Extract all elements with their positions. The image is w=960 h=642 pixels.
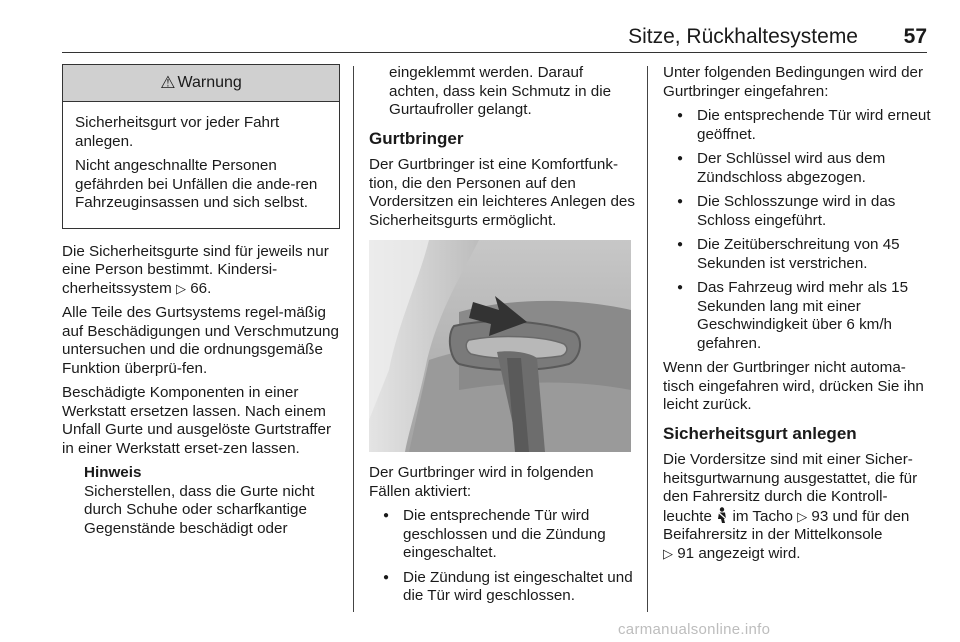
column-divider-1	[353, 66, 354, 612]
reference-arrow-icon: ▷	[663, 545, 673, 561]
column-divider-2	[647, 66, 648, 612]
paragraph: Die Sicherheitsgurte sind für jeweils nur eine Person bestimmt. Kindersi-cherheitssystem ▷ 66.	[62, 242, 329, 297]
list-item: ● Das Fahrzeug wird mehr als 15 Sekunden lang mit einer Geschwindigkeit über 6 km/h gefahren.	[663, 279, 931, 353]
column-2	[369, 64, 635, 612]
section-heading: Sicherheitsgurt anlegen	[663, 423, 857, 443]
list-item: ● Die Zeitüberschreitung von 45 Sekunden ist verstrichen.	[663, 236, 931, 273]
warning-triangle-icon: ⚠	[160, 72, 176, 92]
bullet-list	[663, 107, 931, 353]
bullet-list	[369, 507, 635, 606]
paragraph: Beschädigte Komponenten in einer Werkstatt ersetzen lassen. Nach einem Unfall Gurte und ausgelöste Gurtstraffer in einer Werkstatt erset-zen lassen.	[62, 384, 332, 457]
warning-header	[63, 65, 339, 102]
note-heading: Hinweis	[84, 464, 142, 481]
paragraph: Unter folgenden Bedingungen wird der Gurtbringer eingefahren:	[663, 64, 924, 100]
warning-body	[63, 102, 339, 228]
warning-text: Nicht angeschnallte Personen gefährden bei Unfällen die ande-ren Fahrzeuginsassen und sich selbst.	[75, 157, 318, 211]
header-rule	[62, 52, 927, 53]
list-item: ● Die entsprechende Tür wird erneut geöffnet.	[663, 107, 931, 144]
paragraph: Der Gurtbringer ist eine Komfortfunk-tion, die den Personen auf den Vordersitzen ein leichteres Anlegen des Sicherheitsgurts ermöglicht.	[369, 156, 635, 229]
warning-text: Sicherheitsgurt vor jeder Fahrt anlegen.	[75, 114, 280, 150]
column-1	[62, 64, 340, 538]
header-title: Sitze, Rückhaltesysteme	[628, 25, 858, 48]
page-header	[0, 0, 960, 52]
paragraph: Der Gurtbringer wird in folgenden Fällen aktiviert:	[369, 464, 594, 500]
list-item: ● Die Schlosszunge wird in das Schloss eingeführt.	[663, 193, 931, 230]
page-number: 57	[903, 25, 927, 48]
watermark: carmanualsonline.info	[618, 621, 771, 638]
list-item: ● Die Zündung ist eingeschaltet und die Tür wird geschlossen.	[369, 569, 635, 606]
note-text: Sicherstellen, dass die Gurte nicht durch Schuhe oder scharfkantige Gegenstände beschädigt oder	[84, 482, 315, 537]
section-heading: Gurtbringer	[369, 128, 464, 148]
warning-box	[62, 64, 340, 229]
paragraph: Wenn der Gurtbringer nicht automa-tisch eingefahren wird, drücken Sie ihn leicht zurück.	[663, 359, 924, 413]
reference-arrow-icon: ▷	[797, 508, 808, 524]
seatbelt-presenter-illustration	[369, 240, 631, 452]
seatbelt-presenter-photo	[369, 240, 631, 452]
list-item: ● Der Schlüssel wird aus dem Zündschloss abgezogen.	[663, 150, 931, 187]
paragraph: eingeklemmt werden. Darauf achten, dass kein Schmutz in die Gurtaufroller gelangt.	[389, 64, 612, 118]
note	[84, 464, 340, 538]
paragraph: Alle Teile des Gurtsystems regel-mäßig auf Beschädigungen und Verschmutzung untersuchen und die ordnungsgemäße Funktion überprü-fen.	[62, 304, 339, 377]
reference-arrow-icon: ▷	[175, 280, 186, 296]
seatbelt-warning-icon	[716, 507, 728, 523]
list-item: ● Die entsprechende Tür wird geschlossen und die Zündung eingeschaltet.	[369, 507, 635, 563]
warning-title: Warnung	[177, 73, 242, 91]
column-3	[663, 64, 931, 569]
paragraph: Die Vordersitze sind mit einer Sicher-heitsgurtwarnung ausgestattet, die für den Fahrersitz durch die Kontroll-leuchte im Tacho ▷ 93 und für den Beifahrersitz in der Mittelkonsole ▷ 91 angezeigt wird.	[663, 451, 918, 562]
